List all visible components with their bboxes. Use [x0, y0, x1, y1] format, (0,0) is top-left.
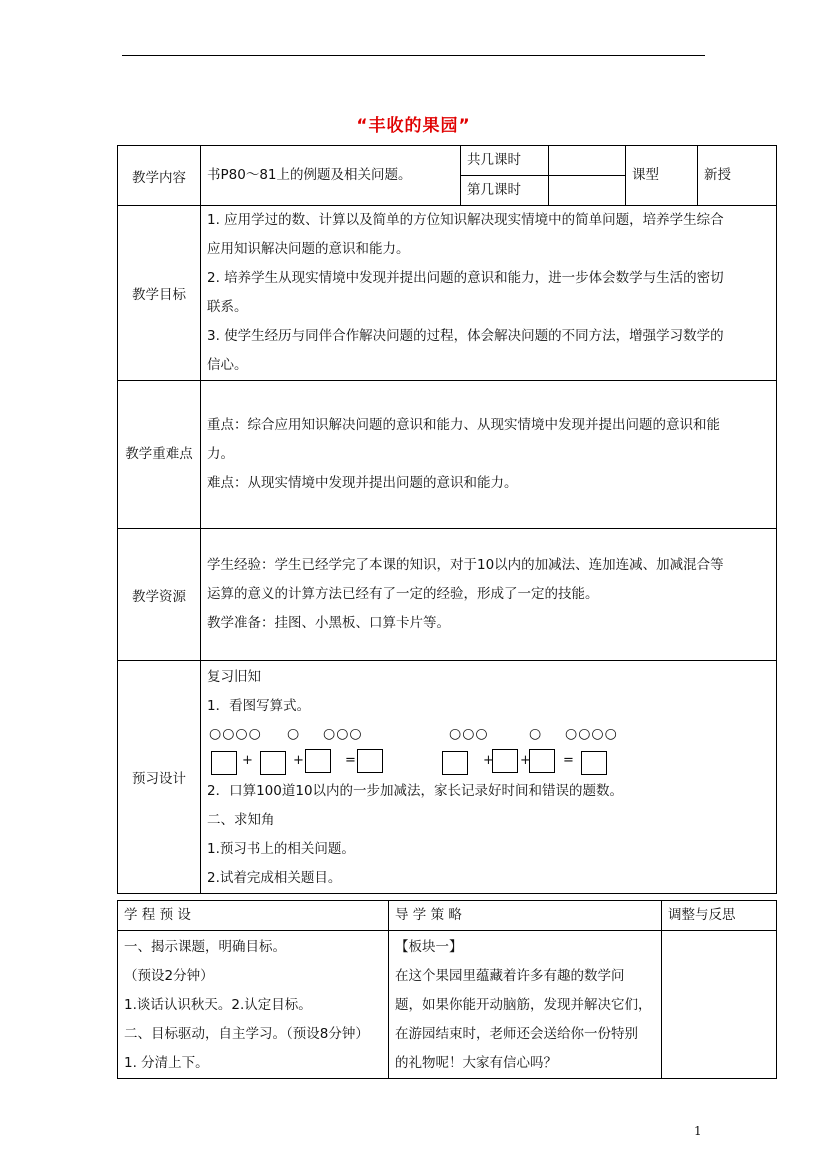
- answer-box[interactable]: [211, 751, 237, 775]
- plus-sign: +: [293, 753, 304, 768]
- equals-sign: =: [563, 753, 574, 768]
- strategy-cell: [389, 931, 662, 1079]
- reflection-cell: [662, 931, 777, 1079]
- content-value: 书P80～81上的例题及相关问题。: [201, 146, 461, 206]
- preview-item-1: 1．看图写算式。: [207, 698, 311, 714]
- goal-line: 3. 使学生经历与同伴合作解决问题的过程，体会解决问题的不同方法，增强学习数学的: [207, 328, 724, 344]
- preview-heading-2: 二、求知角: [207, 812, 275, 828]
- answer-box[interactable]: [305, 749, 331, 773]
- header-reflection: 调整与反思: [662, 901, 777, 931]
- plus-sign: +: [242, 753, 253, 768]
- which-period-label: 第几课时: [461, 176, 549, 206]
- process-line: 1.谈话认识秋天。2.认定目标。: [124, 997, 312, 1013]
- lesson-plan-table: [117, 145, 777, 894]
- circle-group: ○: [529, 726, 543, 742]
- lesson-type-label: 课型: [626, 146, 698, 206]
- page-title: “丰收的果园”: [356, 116, 471, 136]
- answer-box[interactable]: [260, 751, 286, 775]
- preview-cell: [201, 661, 777, 894]
- strategy-line: 在游园结束时，老师还会送给你一份特别: [395, 1026, 638, 1042]
- equals-sign: =: [345, 753, 356, 768]
- which-period-value: [549, 176, 626, 206]
- process-cell: [118, 931, 389, 1079]
- total-periods-label: 共几课时: [461, 146, 549, 176]
- label-preview: 预习设计: [118, 661, 201, 894]
- resources-line: 运算的意义的计算方法已经有了一定的经验，形成了一定的技能。: [207, 586, 599, 602]
- strategy-line: 【板块一】: [395, 939, 463, 955]
- difficulty-cell: [201, 381, 777, 529]
- difficulty-line: 重点：综合应用知识解决问题的意识和能力、从现实情境中发现并提出问题的意识和能: [207, 417, 720, 433]
- label-difficulty: 教学重难点: [118, 381, 201, 529]
- resources-cell: [201, 529, 777, 661]
- difficulty-line: 力。: [207, 446, 234, 462]
- difficulty-line: 难点：从现实情境中发现并提出问题的意识和能力。: [207, 475, 518, 491]
- answer-box[interactable]: [492, 749, 518, 773]
- process-line: （预设2分钟）: [124, 968, 214, 984]
- circle-group: ○○○: [449, 726, 489, 742]
- goal-line: 2. 培养学生从现实情境中发现并提出问题的意识和能力，进一步体会数学与生活的密切: [207, 270, 724, 286]
- label-content: 教学内容: [118, 146, 201, 206]
- goals-cell: [201, 206, 777, 381]
- label-resources: 教学资源: [118, 529, 201, 661]
- process-line: 二、目标驱动，自主学习。（预设8分钟）: [124, 1026, 369, 1042]
- circle-group: ○○○○: [565, 726, 618, 742]
- goal-line: 联系。: [207, 299, 248, 315]
- process-line: 一、揭示课题，明确目标。: [124, 939, 286, 955]
- header-strategy: 导 学 策 略: [389, 901, 662, 931]
- header-rule: [122, 55, 705, 56]
- answer-box[interactable]: [442, 751, 468, 775]
- strategy-line: 题，如果你能开动脑筋，发现并解决它们，: [395, 997, 652, 1013]
- circle-group: ○○○: [323, 726, 363, 742]
- resources-line: 教学准备：挂图、小黑板、口算卡片等。: [207, 615, 450, 631]
- preview-item-4: 2.试着完成相关题目。: [207, 870, 342, 886]
- preview-item-3: 1.预习书上的相关问题。: [207, 841, 355, 857]
- process-line: 1. 分清上下。: [124, 1055, 209, 1071]
- preview-heading: 复习旧知: [207, 669, 261, 685]
- goal-line: 信心。: [207, 357, 248, 373]
- strategy-line: 在这个果园里蕴藏着许多有趣的数学问: [395, 968, 625, 984]
- page-number: 1: [694, 1124, 702, 1138]
- answer-box[interactable]: [357, 749, 383, 773]
- answer-box[interactable]: [529, 749, 555, 773]
- circle-group: ○○○○: [209, 726, 262, 742]
- answer-box[interactable]: [581, 751, 607, 775]
- answer-boxes: [201, 749, 776, 777]
- resources-line: 学生经验：学生已经学完了本课的知识，对于10以内的加减法、连加连减、加减混合等: [207, 557, 724, 573]
- goal-line: 1. 应用学过的数、计算以及简单的方位知识解决现实情境中的简单问题，培养学生综合: [207, 212, 724, 228]
- plus-sign: +: [483, 753, 494, 768]
- header-process: 学 程 预 设: [118, 901, 389, 931]
- circle-groups: [201, 721, 776, 749]
- goal-line: 应用知识解决问题的意识和能力。: [207, 241, 410, 257]
- learning-process-table: [117, 900, 777, 1079]
- strategy-line: 的礼物呢！大家有信心吗？: [395, 1055, 557, 1071]
- preview-item-2: 2．口算100道10以内的一步加减法，家长记录好时间和错误的题数。: [207, 783, 624, 799]
- label-goals: 教学目标: [118, 206, 201, 381]
- plus-sign: +: [520, 753, 531, 768]
- circle-group: ○: [287, 726, 301, 742]
- total-periods-value: [549, 146, 626, 176]
- lesson-type-value: 新授: [698, 146, 777, 206]
